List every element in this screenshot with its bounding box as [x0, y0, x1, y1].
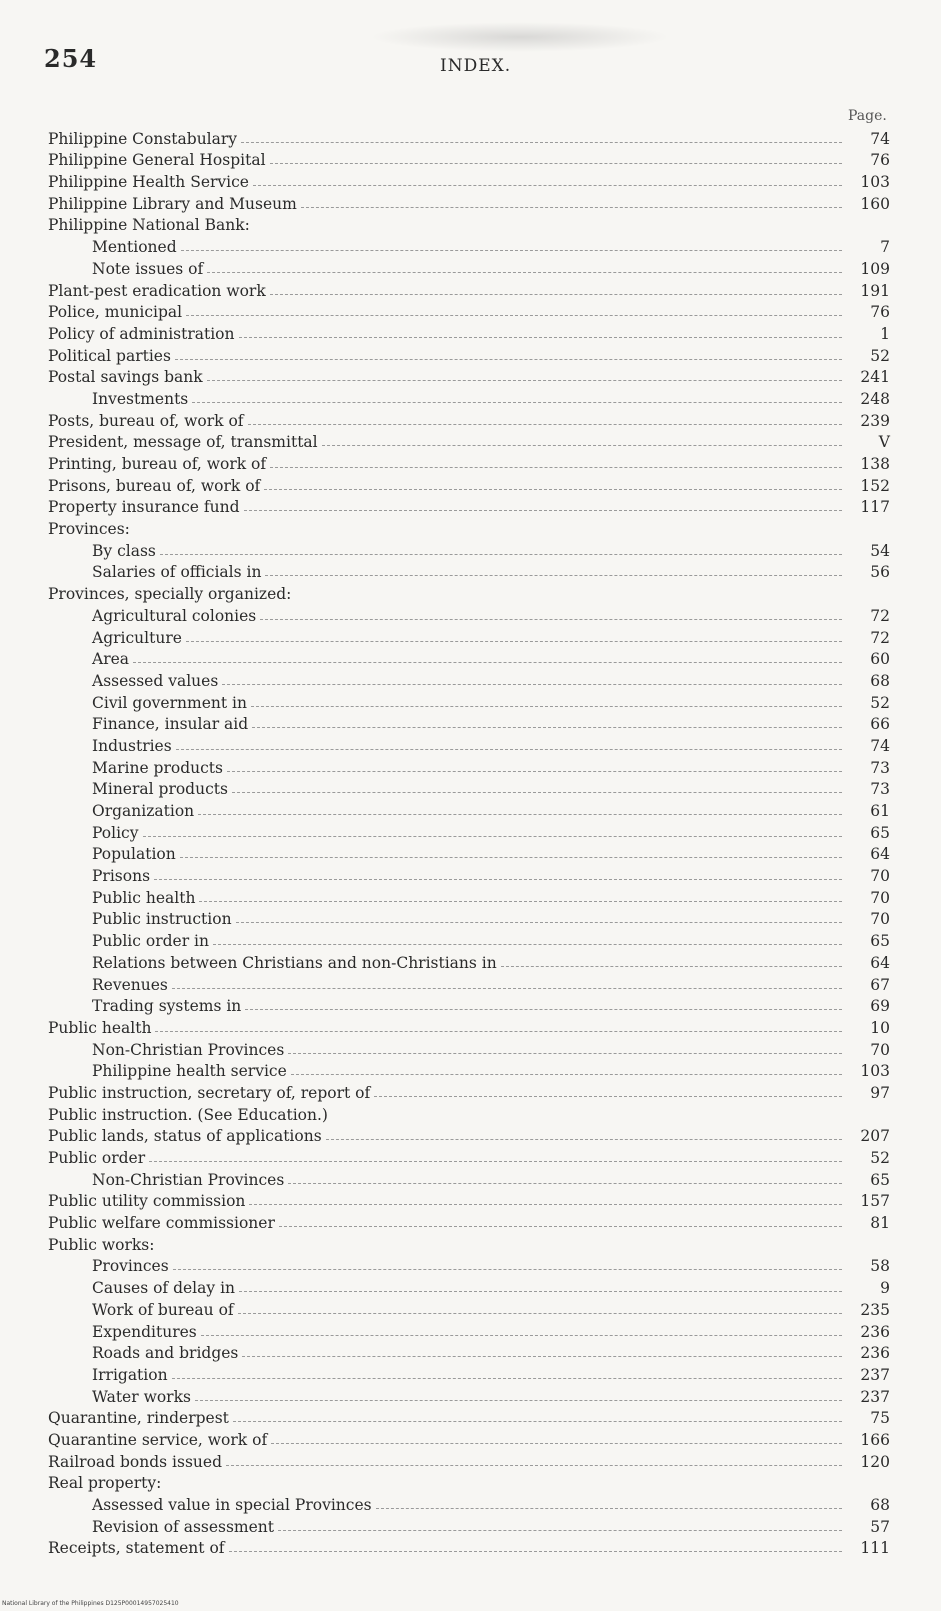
index-entry [48, 950, 890, 972]
entry-page-number: 52 [870, 693, 890, 712]
entry-page-number: 66 [870, 715, 890, 734]
entry-page-number: 239 [860, 411, 890, 430]
index-entry [48, 213, 890, 235]
index-entry [48, 863, 890, 885]
entry-label: Public welfare commissioner [48, 1214, 275, 1233]
entry-label: Prisons [92, 867, 151, 886]
entry-label: Policy of administration [48, 324, 235, 343]
index-entry [48, 1297, 890, 1319]
index-entry [48, 972, 890, 994]
entry-page-number: 10 [870, 1018, 890, 1037]
index-entry [48, 1037, 890, 1059]
index-entry [48, 1384, 890, 1406]
entry-label: Public utility commission [48, 1192, 246, 1211]
entry-label: Plant-pest eradication work [48, 281, 266, 300]
entry-page-number: 72 [870, 606, 890, 625]
entry-page-number: 60 [870, 650, 890, 669]
dot-leader [270, 163, 842, 164]
entry-label: Finance, insular aid [92, 715, 249, 734]
entry-page-number: 9 [880, 1279, 890, 1298]
dot-leader [186, 641, 842, 642]
dot-leader [288, 1053, 842, 1054]
dot-leader [245, 1009, 842, 1010]
dot-leader [222, 684, 842, 685]
entry-label: Receipts, statement of [48, 1539, 225, 1558]
entry-label: Non-Christian Provinces [92, 1170, 285, 1189]
dot-leader [278, 1530, 842, 1531]
entry-label: Public health [48, 1018, 152, 1037]
entry-label: Revision of assessment [92, 1517, 275, 1536]
entry-label: Printing, bureau of, work of [48, 455, 267, 473]
dot-leader [249, 1204, 842, 1205]
entry-page-number: 235 [860, 1300, 890, 1319]
entry-page-number: 1 [880, 324, 890, 343]
index-entry [48, 495, 890, 517]
entry-label: Political parties [48, 346, 171, 365]
dot-leader [271, 1443, 842, 1444]
entry-page-number: 103 [860, 1062, 890, 1081]
dot-leader [172, 1378, 842, 1379]
index-entry [48, 798, 890, 820]
index-entry [48, 1449, 890, 1471]
index-entry [48, 1471, 890, 1493]
index-entry [48, 1275, 890, 1297]
entry-label: Quarantine, rinderpest [48, 1409, 229, 1428]
dot-leader [239, 337, 842, 338]
index-entry [48, 126, 890, 148]
index-entry [48, 690, 890, 712]
entry-label: By class [92, 541, 156, 560]
entry-page-number: 52 [870, 1149, 890, 1167]
index-entry [48, 1080, 890, 1102]
dot-leader [279, 1226, 842, 1227]
index-entry [48, 300, 890, 322]
dot-leader [213, 944, 842, 945]
index-entry [48, 278, 890, 300]
entry-label: Salaries of officials in [92, 563, 262, 582]
index-entry [48, 1341, 890, 1363]
entry-label: Public order [48, 1149, 146, 1167]
entry-label: Industries [92, 736, 172, 755]
entry-label: Mentioned [92, 238, 177, 257]
entry-label: Quarantine service, work of [48, 1430, 268, 1449]
entry-label: Public works: [48, 1235, 155, 1254]
entry-page-number: 236 [860, 1322, 890, 1341]
entry-label: Policy [92, 823, 139, 842]
dot-leader [252, 727, 842, 728]
dot-leader [322, 445, 842, 446]
dot-leader [501, 966, 842, 967]
entry-label: Civil government in [92, 693, 247, 712]
entry-page-number: 76 [870, 151, 890, 170]
dot-leader [253, 185, 842, 186]
entry-label: Population [92, 845, 176, 864]
dot-leader [236, 922, 842, 923]
entry-label: Philippine Health Service [48, 173, 249, 192]
entry-label: Postal savings bank [48, 368, 203, 387]
entry-page-number: 70 [870, 910, 890, 929]
entry-label: Organization [92, 802, 195, 820]
dot-leader [199, 901, 842, 902]
index-entry [48, 907, 890, 929]
dot-leader [264, 489, 842, 490]
index-entry [48, 169, 890, 191]
entry-label: Causes of delay in [92, 1279, 236, 1298]
dot-leader [155, 1031, 842, 1032]
index-entry [48, 451, 890, 473]
entry-label: Agriculture [92, 628, 182, 647]
entry-label: Public health [92, 888, 196, 907]
index-entries [48, 126, 890, 1557]
index-entry [48, 473, 890, 495]
entry-page-number: 74 [870, 736, 890, 755]
entry-page-number: 109 [860, 259, 890, 278]
index-entry [48, 148, 890, 170]
index-entry [48, 994, 890, 1016]
dot-leader [226, 1465, 842, 1466]
index-entry [48, 603, 890, 625]
dot-leader [242, 1356, 842, 1357]
entry-page-number: 64 [870, 845, 890, 864]
entry-page-number: 73 [870, 758, 890, 777]
index-entry [48, 538, 890, 560]
index-entry [48, 321, 890, 343]
dot-leader [201, 1335, 842, 1336]
entry-label: President, message of, transmittal [48, 433, 318, 452]
index-entry [48, 1189, 890, 1211]
dot-leader [173, 1269, 842, 1270]
entry-label: Property insurance fund [48, 498, 240, 517]
entry-label: Philippine Library and Museum [48, 194, 297, 213]
entry-page-number: 81 [870, 1214, 890, 1233]
index-entry [48, 386, 890, 408]
entry-page-number: 97 [870, 1083, 890, 1102]
entry-page-number: 117 [860, 498, 890, 517]
index-entry [48, 820, 890, 842]
entry-page-number: 70 [870, 867, 890, 886]
entry-page-number: 76 [870, 303, 890, 322]
index-entry [48, 928, 890, 950]
entry-label: Philippine Constabulary [48, 129, 238, 148]
entry-page-number: 103 [860, 173, 890, 192]
entry-page-number: 70 [870, 888, 890, 907]
entry-page-number: 111 [860, 1539, 890, 1558]
entry-page-number: 160 [860, 194, 890, 213]
dot-leader [175, 359, 842, 360]
index-entry [48, 755, 890, 777]
entry-label: Work of bureau of [92, 1300, 234, 1319]
entry-label: Water works [92, 1387, 191, 1406]
scan-smudge [370, 22, 670, 52]
entry-page-number: 52 [870, 346, 890, 365]
dot-leader [207, 272, 842, 273]
index-entry [48, 842, 890, 864]
entry-page-number: 74 [870, 129, 890, 148]
dot-leader [376, 1508, 842, 1509]
index-entry [48, 1232, 890, 1254]
dot-leader [207, 380, 842, 381]
index-entry [48, 408, 890, 430]
entry-label: Provinces: [48, 520, 130, 539]
entry-label: Public instruction. (See Education.) [48, 1105, 328, 1124]
entry-label: Irrigation [92, 1365, 168, 1384]
dot-leader [227, 771, 842, 772]
index-entry [48, 1102, 890, 1124]
entry-page-number: 138 [860, 455, 890, 473]
entry-label: Philippine health service [92, 1062, 287, 1081]
entry-page-number: 237 [860, 1365, 890, 1384]
entry-page-number: 248 [860, 389, 890, 408]
entry-page-number: 69 [870, 997, 890, 1016]
dot-leader [248, 424, 842, 425]
index-entry [48, 1319, 890, 1341]
entry-label: Expenditures [92, 1322, 197, 1341]
index-entry [48, 1124, 890, 1146]
dot-leader [160, 554, 842, 555]
index-entry [48, 1514, 890, 1536]
scan-source-tag: National Library of the Philippines D125P00014957025410 [2, 1600, 179, 1607]
index-entry [48, 625, 890, 647]
index-entry [48, 365, 890, 387]
entry-page-number: 7 [880, 238, 890, 257]
dot-leader [260, 619, 842, 620]
entry-label: Agricultural colonies [92, 606, 257, 625]
entry-page-number: 152 [860, 476, 890, 495]
entry-label: Posts, bureau of, work of [48, 411, 244, 430]
entry-page-number: 207 [860, 1127, 890, 1146]
entry-page-number: 65 [870, 1170, 890, 1189]
entry-page-number: 56 [870, 563, 890, 582]
index-entry [48, 885, 890, 907]
entry-label: Provinces, specially organized: [48, 585, 292, 604]
dot-leader [232, 792, 842, 793]
entry-label: Mineral products [92, 780, 228, 799]
entry-label: Roads and bridges [92, 1344, 239, 1363]
entry-page-number: 65 [870, 823, 890, 842]
index-entry [48, 430, 890, 452]
page-title: INDEX. [440, 56, 512, 76]
index-entry [48, 668, 890, 690]
entry-page-number: 157 [860, 1192, 890, 1211]
entry-label: Philippine National Bank: [48, 216, 250, 235]
index-entry [48, 256, 890, 278]
entry-label: Public lands, status of applications [48, 1127, 322, 1146]
dot-leader [270, 467, 842, 468]
entry-label: Assessed value in special Provinces [92, 1496, 372, 1514]
index-entry [48, 516, 890, 538]
dot-leader [198, 814, 842, 815]
page-column-label: Page. [848, 108, 887, 124]
dot-leader [181, 250, 842, 251]
dot-leader [239, 1291, 842, 1292]
dot-leader [241, 142, 842, 143]
index-entry [48, 1254, 890, 1276]
entry-page-number: 191 [860, 281, 890, 300]
dot-leader [154, 879, 842, 880]
index-entry [48, 712, 890, 734]
dot-leader [265, 575, 842, 576]
dot-leader [180, 857, 842, 858]
dot-leader [186, 315, 842, 316]
index-entry [48, 1210, 890, 1232]
index-entry [48, 777, 890, 799]
entry-page-number: 73 [870, 780, 890, 799]
entry-page-number: 166 [860, 1430, 890, 1449]
entry-label: Trading systems in [92, 997, 242, 1016]
entry-page-number: 58 [870, 1257, 890, 1276]
entry-label: Public order in [92, 932, 209, 951]
dot-leader [229, 1551, 842, 1552]
page-number: 254 [44, 44, 98, 73]
entry-page-number: 67 [870, 975, 890, 994]
entry-label: Public instruction [92, 910, 232, 929]
dot-leader [192, 402, 842, 403]
entry-label: Prisons, bureau of, work of [48, 476, 261, 495]
dot-leader [301, 207, 842, 208]
entry-page-number: 68 [870, 671, 890, 690]
entry-label: Philippine General Hospital [48, 151, 266, 170]
dot-leader [270, 294, 842, 295]
entry-page-number: 57 [870, 1517, 890, 1536]
dot-leader [133, 662, 842, 663]
index-entry [48, 1015, 890, 1037]
entry-page-number: 64 [870, 953, 890, 972]
entry-label: Area [92, 650, 130, 669]
index-entry [48, 1492, 890, 1514]
index-entry [48, 560, 890, 582]
index-entry [48, 1536, 890, 1558]
entry-label: Relations between Christians and non-Christians in [92, 953, 497, 972]
index-entry [48, 234, 890, 256]
entry-page-number: 61 [870, 802, 890, 820]
index-entry [48, 1167, 890, 1189]
entry-page-number: 65 [870, 932, 890, 951]
entry-page-number: 237 [860, 1387, 890, 1406]
entry-page-number: 236 [860, 1344, 890, 1363]
index-entry [48, 581, 890, 603]
dot-leader [326, 1139, 842, 1140]
dot-leader [149, 1161, 842, 1162]
index-entry [48, 733, 890, 755]
entry-page-number: 68 [870, 1496, 890, 1514]
dot-leader [288, 1183, 842, 1184]
index-entry [48, 343, 890, 365]
entry-page-number: 72 [870, 628, 890, 647]
entry-label: Marine products [92, 758, 223, 777]
entry-page-number: 70 [870, 1040, 890, 1059]
entry-label: Investments [92, 389, 189, 408]
entry-page-number: 54 [870, 541, 890, 560]
dot-leader [195, 1400, 842, 1401]
entry-label: Police, municipal [48, 303, 183, 322]
index-entry [48, 1362, 890, 1384]
dot-leader [238, 1313, 842, 1314]
dot-leader [176, 749, 842, 750]
entry-page-number: 120 [860, 1452, 890, 1471]
index-entry [48, 1406, 890, 1428]
entry-label: Non-Christian Provinces [92, 1040, 285, 1059]
entry-label: Note issues of [92, 259, 204, 278]
entry-page-number: 75 [870, 1409, 890, 1428]
entry-label: Provinces [92, 1257, 169, 1276]
dot-leader [233, 1421, 842, 1422]
entry-label: Public instruction, secretary of, report of [48, 1083, 371, 1102]
dot-leader [291, 1074, 842, 1075]
dot-leader [251, 706, 842, 707]
entry-label: Revenues [92, 975, 168, 994]
entry-label: Assessed values [92, 671, 219, 690]
dot-leader [244, 510, 842, 511]
dot-leader [172, 988, 842, 989]
entry-label: Real property: [48, 1474, 162, 1493]
index-entry [48, 191, 890, 213]
entry-page-number: V [878, 433, 890, 452]
entry-page-number: 241 [860, 368, 890, 387]
index-entry [48, 1427, 890, 1449]
dot-leader [374, 1096, 842, 1097]
index-entry [48, 1059, 890, 1081]
dot-leader [143, 836, 842, 837]
index-entry [48, 1145, 890, 1167]
entry-label: Railroad bonds issued [48, 1452, 222, 1471]
index-entry [48, 647, 890, 669]
